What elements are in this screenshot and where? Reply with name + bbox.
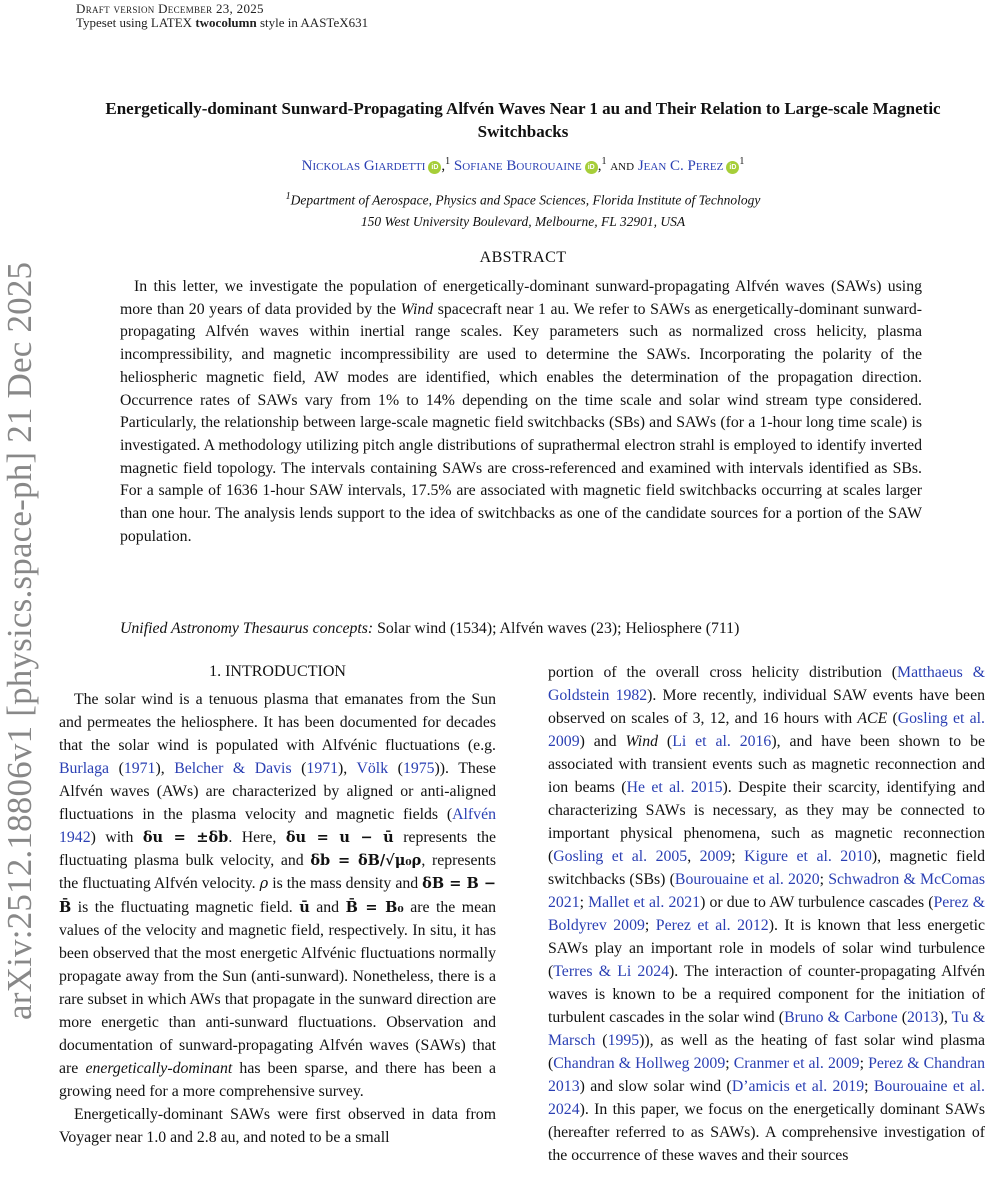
abstract-text: In this letter, we investigate the population of energetically-dominant sunward-propagating Alfvén waves (SAWs) using more than 20 years of data provided by the bbox=[120, 278, 922, 318]
running-header-typeset bbox=[76, 15, 368, 30]
equation: δB = B − B̄ bbox=[59, 875, 497, 916]
author-list: Nickolas Giardetti iD ,$^1$ Sofiane Bourouaine iD ,$^1$ and Jean C. Perez $iD^1$ bbox=[301, 156, 745, 174]
author-link[interactable]: Sofiane Bourouaine bbox=[453, 158, 582, 174]
citation-link[interactable]: Bruno & Carbone bbox=[784, 1009, 898, 1026]
abstract-body bbox=[120, 276, 922, 548]
citation-link[interactable]: Cranmer et al. 2009 bbox=[733, 1055, 860, 1072]
abstract-wind: Wind bbox=[400, 300, 434, 318]
citation-link[interactable]: Mallet et al. 2021 bbox=[588, 894, 701, 911]
citation-link[interactable]: 2013 bbox=[906, 1009, 939, 1026]
citation-link[interactable]: 1971 bbox=[123, 760, 156, 777]
orcid-icon[interactable]: iD bbox=[428, 161, 441, 174]
affiliation-marker: 1 bbox=[601, 156, 607, 167]
equation: δb = δB/√μ₀ρ bbox=[310, 852, 422, 869]
keywords-label: Unified Astronomy Thesaurus concepts: bbox=[120, 620, 374, 637]
equation: δu = u − ū bbox=[285, 829, 394, 846]
affiliation-marker: 1 bbox=[445, 156, 451, 167]
orcid-icon[interactable]: iD bbox=[585, 161, 598, 174]
keywords-text: Solar wind (1534); Alfvén waves (23); Heliosphere (711) bbox=[377, 620, 740, 637]
citation-link[interactable]: Chandran & Hollweg 2009 bbox=[553, 1055, 726, 1072]
affiliation-marker: 1 bbox=[739, 156, 745, 167]
abstract-heading: ABSTRACT bbox=[479, 249, 567, 266]
equation: ρ bbox=[259, 876, 269, 892]
intro-paragraph-continued: portion of the overall cross helicity distribution (Matthaeus & Goldstein 1982). More recently, individual SAW events have been observed on scales of 3, 12, and 16 hours with ACE (Gosling et al. 2009) and Wind (Li et al. 2016), and have been shown to be associated with transient events such as magnetic reconnection and ion beams (He et al. 2015). Despite their scarcity, identifying and characterizing SAWs is necessary, as they may be connected to important physical phenomena, such as magnetic reconnection (Gosling et al. 2005, 2009; Kigure et al. 2010), magnetic field switchbacks (SBs) (Bourouaine et al. 2020; Schwadron & McComas 2021; Mallet et al. 2021) or due to AW turbulence cascades (Perez & Boldyrev 2009; Perez et al. 2012). It is known that less energetic SAWs play an important role in models of solar wind turbulence (Terres & Li 2024). The interaction of counter-propagating Alfvén waves is known to be a required component for the initiation of turbulent cascades in the solar wind (Bruno & Carbone (2013), Tu & Marsch (1995)), as well as the heating of fast solar wind plasma (Chandran & Hollweg 2009; Cranmer et al. 2009; Perez & Chandran 2013) and slow solar wind (D’amicis et al. 2019; Bourouaine et al. 2024). In this paper, we focus on the energetically dominant SAWs (hereafter referred to as SAWs). A comprehensive investigation of the occurrence of these waves and their sources bbox=[548, 664, 986, 1164]
citation-link[interactable]: Gosling et al. 2009 bbox=[548, 710, 985, 750]
citation-link[interactable]: 1971 bbox=[306, 760, 339, 777]
authors-and: and bbox=[610, 158, 635, 174]
typeset-style: twocolumn bbox=[195, 15, 257, 30]
author-link[interactable]: Nickolas Giardetti bbox=[301, 158, 426, 174]
citation-link[interactable]: Gosling et al. 2005 bbox=[553, 848, 688, 865]
draft-prefix: Draft version bbox=[76, 1, 155, 16]
uat-keywords bbox=[120, 618, 739, 640]
intro-paragraph-1: The solar wind is a tenuous plasma that emanates from the Sun and permeates the heliosphere. It has been documented for decades that the solar wind is populated with Alfvénic fluctuations (e.g. Burlaga (1971), Belcher & Davis (1971), Völk (1975)). These Alfvén waves (AWs) are characterized by aligned or anti-aligned fluctuations in the plasma velocity and magnetic fields (Alfvén 1942) with δu = ±δb. Here, δu = u − ū represents the fluctuating plasma bulk velocity, and δb = δB/√μ₀ρ, represents the fluctuating Alfvén velocity. ρ is the mass density and δB = B − B̄ is the fluctuating magnetic field. ū and B̄ = B₀ are the mean values of the velocity and magnetic field, respectively. In situ, it has been observed that the most energetic Alfvénic fluctuations normally propagate away from the Sun (anti-sunward). Nonetheless, there is a rare subset in which AWs that propagate in the sunward direction are more energetic than anti-sunward fluctuations. Observation and documentation of sunward-propagating Alfvén waves (SAWs) that are energetically-dominant has been sparse, and there has been a growing need for a more comprehensive survey. bbox=[59, 691, 497, 1100]
citation-link[interactable]: Perez & Chandran 2013 bbox=[548, 1055, 986, 1095]
column-left bbox=[59, 660, 496, 1149]
affiliation-line1: Department of Aerospace, Physics and Space Sciences, Florida Institute of Technology bbox=[290, 192, 761, 208]
equation: ū bbox=[299, 899, 310, 916]
paper-title: Energetically-dominant Sunward-Propagating Alfvén Waves Near 1 au and Their Relation to Large-scale Magnetic Switchbacks bbox=[105, 99, 941, 141]
citation-link[interactable]: 2009 bbox=[699, 848, 732, 865]
citation-link[interactable]: Matthaeus & Goldstein 1982 bbox=[548, 664, 985, 704]
equation: B̄ = B₀ bbox=[345, 899, 404, 916]
citation-link[interactable]: Tu & Marsch bbox=[548, 1009, 985, 1049]
citation-link[interactable]: Kigure et al. 2010 bbox=[744, 848, 872, 865]
running-header-draft bbox=[76, 1, 264, 16]
citation-link[interactable]: He et al. 2015 bbox=[626, 779, 723, 796]
typeset-suffix: style in AASTeX631 bbox=[259, 15, 369, 30]
citation-link[interactable]: Burlaga bbox=[59, 760, 110, 777]
abstract-text: spacecraft near 1 au. We refer to SAWs as energetically-dominant sunward-propagating Alfvén waves within inertial range scales. Key parameters such as normalized cross helicity, plasma incompressibility, and magnetic incompressibility are used to determine the SAWs. Incorporating the polarity of the heliospheric magnetic field, AW modes are identified, which enables the determination of the propagation direction. Occurrence rates of SAWs vary from 1% to 14% depending on the time scale and solar wind stream type considered. Particularly, the relationship between large-scale magnetic field switchbacks (SBs) and SAWs (for a 1-hour long time scale) is investigated. A methodology utilizing pitch angle distributions of suprathermal electron strahl is employed to identify inverted magnetic field topology. The intervals containing SAWs are cross-referenced and examined with intervals identified as SBs. For a sample of 1636 1-hour SAW intervals, 17.5% are associated with magnetic field switchbacks occurring at scales larger than one hour. The analysis lends support to the idea of switchbacks as one of the candidate sources for a portion of the SAW population. bbox=[120, 300, 922, 545]
intro-paragraph-2: Energetically-dominant SAWs were first observed in data from Voyager near 1.0 and 2.8 au, and noted to be a small bbox=[59, 1106, 496, 1146]
citation-link[interactable]: Belcher & Davis bbox=[174, 760, 292, 777]
citation-link[interactable]: Perez & Boldyrev 2009 bbox=[548, 894, 985, 934]
citation-link[interactable]: 1995 bbox=[607, 1032, 640, 1049]
section-heading: 1. INTRODUCTION bbox=[209, 663, 346, 680]
column-right bbox=[548, 661, 985, 1167]
citation-link[interactable]: Bourouaine et al. 2020 bbox=[674, 871, 820, 888]
citation-link[interactable]: D’amicis et al. 2019 bbox=[731, 1078, 865, 1095]
author-link[interactable]: Jean C. Perez bbox=[637, 158, 724, 174]
affiliation-number: 1 bbox=[285, 191, 291, 202]
citation-link[interactable]: 1975 bbox=[402, 760, 435, 777]
arxiv-stamp: arXiv:2512.18806v1 [physics.space-ph] 21 Dec 2025 bbox=[0, 261, 39, 1020]
orcid-icon[interactable]: iD bbox=[726, 161, 739, 174]
equation: δu = ±δb bbox=[142, 829, 229, 846]
typeset-label: Typeset using LATEX bbox=[76, 15, 193, 30]
affiliation bbox=[70, 186, 976, 232]
citation-link[interactable]: Bourouaine et al. 2024 bbox=[548, 1078, 986, 1118]
affiliation-line2: 150 West University Boulevard, Melbourne, FL 32901, USA bbox=[360, 213, 686, 229]
citation-link[interactable]: Li et al. 2016 bbox=[672, 733, 772, 750]
citation-link[interactable]: Perez et al. 2012 bbox=[655, 917, 769, 934]
citation-link[interactable]: Schwadron & McComas 2021 bbox=[548, 871, 985, 911]
citation-link[interactable]: Terres & Li 2024 bbox=[553, 963, 670, 980]
citation-link[interactable]: Alfvén 1942 bbox=[59, 806, 496, 846]
draft-date: December 23, 2025 bbox=[158, 1, 264, 16]
citation-link[interactable]: Völk bbox=[356, 760, 389, 777]
